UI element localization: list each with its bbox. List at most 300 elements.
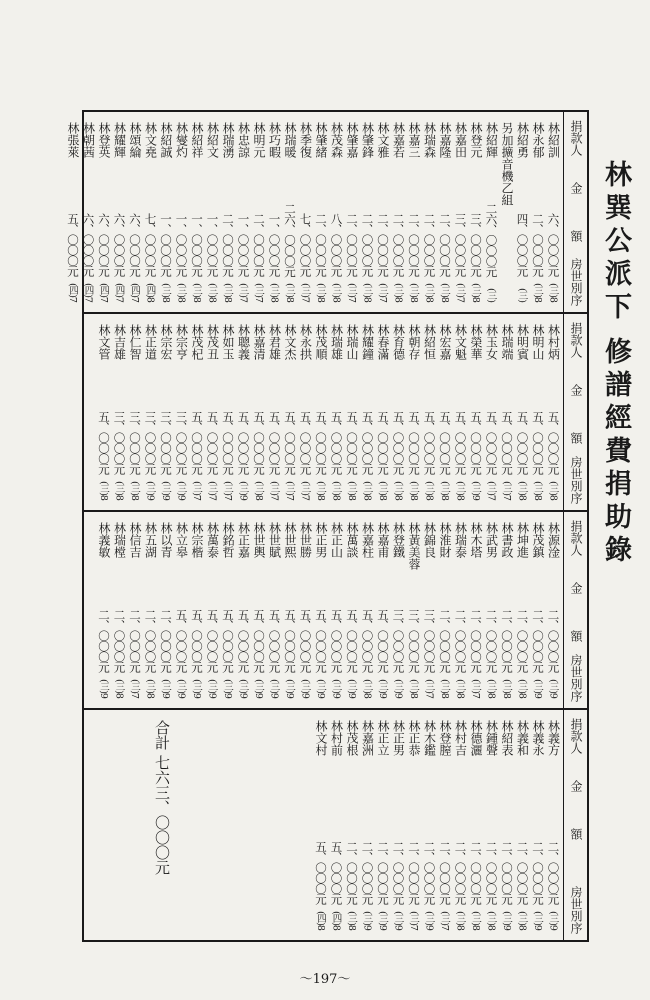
title-part2: 修譜經費捐助錄 <box>600 337 631 568</box>
column-header <box>563 314 587 510</box>
donation-amount: 二、〇〇〇元 <box>453 609 468 672</box>
donor-entry <box>484 320 500 504</box>
lineage-code: (三)7 <box>439 911 450 930</box>
donor-entry <box>143 320 159 504</box>
lineage-code: (三)9 <box>160 481 171 500</box>
lineage-code: (三) <box>485 288 497 302</box>
donation-amount: 二、〇〇〇元 <box>252 213 266 276</box>
donor-entry <box>422 118 438 306</box>
donor-name: 林世賦 <box>267 522 282 558</box>
donation-amount: 二、〇〇〇元 <box>484 609 499 672</box>
donation-amount: 五、〇〇〇元 <box>360 411 375 474</box>
donor-name: 林文雅 <box>376 122 390 158</box>
donor-name: 林如玉 <box>221 324 235 360</box>
donation-amount: 二、〇〇〇元 <box>531 213 545 276</box>
donor-entry <box>422 716 438 934</box>
donation-amount: 五、〇〇〇元 <box>283 411 297 474</box>
donation-amount: 三、〇〇〇元 <box>453 213 468 276</box>
lineage-code: (三)9 <box>206 679 218 698</box>
lineage-code: (三)7 <box>485 481 497 500</box>
donation-amount: 一、〇〇〇元 <box>174 213 189 276</box>
donation-amount: 二、〇〇〇元 <box>469 609 483 672</box>
donation-amount: 五、〇〇〇元 <box>329 411 344 474</box>
donor-name: 林錦良 <box>422 522 437 558</box>
lineage-code: (三)8 <box>485 911 497 930</box>
donor-name: 林明元 <box>252 122 266 158</box>
lineage-code: (三)8 <box>361 481 373 500</box>
donation-amount: 三、〇〇〇元 <box>128 411 142 474</box>
donation-amount: 五、〇〇〇元 <box>515 411 530 474</box>
donor-name: 林肇鋒 <box>360 122 375 158</box>
donor-entry <box>515 518 531 702</box>
donor-entry <box>282 518 298 702</box>
donor-entry <box>453 320 469 504</box>
lineage-code: (三)9 <box>377 911 388 930</box>
donor-name: 林茂鎮 <box>531 522 545 558</box>
donor-columns <box>84 314 563 510</box>
donor-entry <box>453 118 469 306</box>
donation-amount: 五、〇〇〇元 <box>66 213 80 276</box>
donor-entry <box>236 118 252 306</box>
donation-amount: 五、〇〇〇元 <box>453 411 468 474</box>
donor-name: 林瑞暖 <box>283 122 297 158</box>
donor-entry <box>344 716 360 934</box>
lineage-code: (三)9 <box>361 911 373 930</box>
donor-name: 林立皋 <box>174 522 189 558</box>
donation-amount: 五、〇〇〇元 <box>376 609 390 672</box>
lineage-code: (三)8 <box>532 283 543 302</box>
total-amount: 七六三、〇〇〇元 <box>153 754 171 875</box>
donor-entry <box>499 518 515 702</box>
donor-entry <box>96 518 112 702</box>
donation-amount: 八、〇〇〇元 <box>329 213 344 276</box>
donation-amount: 二、〇〇〇元 <box>345 841 359 904</box>
donor-entry <box>515 320 531 504</box>
lineage-code: (三)8 <box>346 911 357 930</box>
donor-name: 林正男 <box>314 522 328 558</box>
header-amount-2: 額 <box>569 230 583 242</box>
donor-name: 林登鐵 <box>391 522 406 558</box>
donor-name: 林瑞山 <box>345 324 359 360</box>
donation-table <box>66 110 589 942</box>
donor-name: 林正男 <box>391 720 406 756</box>
donor-entry <box>329 118 345 306</box>
lineage-code: (三)9 <box>175 679 187 698</box>
donor-name: 林茂森 <box>329 122 344 158</box>
lineage-code: (三)8 <box>501 679 512 698</box>
donor-name: 林瑞森 <box>422 122 437 158</box>
lineage-code: (三)7 <box>268 481 280 500</box>
donor-name: 林文杰 <box>283 324 297 360</box>
table-band-2 <box>84 312 587 510</box>
lineage-code: (三)8 <box>129 481 140 500</box>
donor-entry <box>251 518 267 702</box>
lineage-code: (三)9 <box>392 911 404 930</box>
donation-amount: 二、〇〇〇元 <box>484 841 499 904</box>
lineage-code: (三)8 <box>547 481 559 500</box>
donor-name: 林明山 <box>531 324 545 360</box>
donation-amount: 五、〇〇〇元 <box>190 609 204 672</box>
donation-amount: 五、〇〇〇元 <box>174 609 189 672</box>
header-code: 房世別序 <box>569 654 583 702</box>
donor-name: 林茂丑 <box>205 324 220 360</box>
donation-amount: 一、〇〇〇元 <box>205 213 220 276</box>
donor-name: 林木塔 <box>469 522 483 558</box>
donor-entry <box>329 716 345 934</box>
lineage-code: (三)9 <box>547 679 559 698</box>
donor-name: 林宗宏 <box>159 324 173 360</box>
donor-name: 林紹誠 <box>159 122 173 158</box>
donor-name: 林正恭 <box>407 720 421 756</box>
lineage-code: (三)8 <box>330 283 342 302</box>
donation-amount: 一、〇〇〇元 <box>190 213 204 276</box>
lineage-code: (三)7 <box>222 481 233 500</box>
donor-name: 另加擴音機乙組 <box>500 122 514 206</box>
donor-entry <box>282 118 298 306</box>
donor-entry <box>344 518 360 702</box>
lineage-code: (三)7 <box>470 679 481 698</box>
donation-amount: 五、〇〇〇元 <box>314 411 328 474</box>
donor-name: 林紹文 <box>205 122 220 158</box>
lineage-code: (三)7 <box>299 481 311 500</box>
donation-amount: 五、〇〇〇元 <box>546 411 561 474</box>
donor-name: 林嘉清 <box>252 324 266 360</box>
donation-amount: 二、〇〇〇元 <box>360 841 375 904</box>
donor-entry <box>329 320 345 504</box>
donor-name: 林燮灼 <box>174 122 189 158</box>
donor-name: 林育德 <box>391 324 406 360</box>
donor-entry <box>437 518 453 702</box>
lineage-code: (三)9 <box>346 679 357 698</box>
donor-name: 林肇嘉 <box>345 122 359 158</box>
donor-entry <box>406 320 422 504</box>
donation-amount: 五、〇〇〇元 <box>329 841 344 904</box>
donor-name: 林登英 <box>97 122 111 158</box>
donor-entry <box>422 518 438 702</box>
lineage-code: (三)8 <box>392 481 404 500</box>
donation-amount: 二、〇〇〇元 <box>531 609 545 672</box>
donation-amount: 二、〇〇〇元 <box>221 213 235 276</box>
lineage-code: (三)8 <box>113 481 125 500</box>
header-code: 房世別序 <box>569 886 583 934</box>
lineage-code: (三)9 <box>547 911 559 930</box>
lineage-code: (三)9 <box>191 679 202 698</box>
donor-name: 林張萊 <box>66 122 80 158</box>
donation-amount: 五、〇〇〇元 <box>484 411 499 474</box>
donor-name: 林瑞湧 <box>221 122 235 158</box>
donation-amount: 五、〇〇〇元 <box>531 411 545 474</box>
donor-entry <box>96 118 112 306</box>
donor-entry <box>484 518 500 702</box>
document-title <box>593 160 637 568</box>
donation-amount: 二、〇〇〇元 <box>112 609 127 672</box>
donor-name: 林黃美蓉 <box>407 522 421 570</box>
donation-amount: 五、〇〇〇元 <box>329 609 344 672</box>
donor-entry <box>391 518 407 702</box>
donation-amount: 二、〇〇〇元 <box>531 841 545 904</box>
donation-amount: 三、〇〇〇元 <box>159 411 173 474</box>
donor-entry <box>267 118 283 306</box>
donor-entry <box>282 320 298 504</box>
donation-amount: 五、〇〇〇元 <box>376 411 390 474</box>
donor-entry <box>158 118 174 306</box>
donor-entry <box>391 320 407 504</box>
donor-entry <box>127 518 143 702</box>
lineage-code: (三)7 <box>377 283 388 302</box>
header-donor: 捐款人 <box>569 120 583 156</box>
lineage-code: (三)8 <box>175 283 187 302</box>
lineage-code: (三)8 <box>516 911 528 930</box>
donor-entry <box>360 320 376 504</box>
donor-entry <box>422 320 438 504</box>
donor-entry <box>499 716 515 934</box>
lineage-code: (三)9 <box>315 679 326 698</box>
donor-name: 林義敏 <box>97 522 111 558</box>
donor-name: 林村前 <box>329 720 344 756</box>
donor-name: 林宗楷 <box>190 522 204 558</box>
donor-entry <box>375 320 391 504</box>
lineage-code: (三)9 <box>470 481 481 500</box>
lineage-code: (三)9 <box>175 481 187 500</box>
donation-amount: 五、〇〇〇元 <box>283 609 297 672</box>
donation-amount: 三、〇〇〇元 <box>407 609 421 672</box>
donor-entry <box>112 320 128 504</box>
donation-amount: 五、〇〇〇元 <box>97 411 111 474</box>
lineage-code: (三)8 <box>222 283 233 302</box>
donor-entry <box>313 118 329 306</box>
donor-name: 林肇緒 <box>314 122 328 158</box>
donor-name: 林耀輝 <box>112 122 127 158</box>
donation-amount: 二、〇〇〇元 <box>128 609 142 672</box>
total-label: 合計 <box>153 720 171 750</box>
donor-name: 林正嘉 <box>236 522 251 558</box>
lineage-code: (四)7 <box>113 283 125 302</box>
donation-amount: 二、〇〇〇元 <box>143 609 158 672</box>
donor-name: 林嘉洲 <box>360 720 375 756</box>
donation-amount: 二、〇〇〇元 <box>500 841 514 904</box>
donor-entry <box>344 320 360 504</box>
donor-entry <box>236 518 252 702</box>
donor-name: 林世熙 <box>283 522 297 558</box>
donation-amount: 三、〇〇〇元 <box>174 411 189 474</box>
donor-name: 林淮財 <box>438 522 452 558</box>
donor-name: 林嘉甫 <box>376 522 390 558</box>
donation-amount: 二、〇〇〇元 <box>407 841 421 904</box>
donor-entry <box>189 320 205 504</box>
donation-amount: 五、〇〇〇元 <box>221 609 235 672</box>
donor-name: 林源淦 <box>546 522 561 558</box>
lineage-code: (三)8 <box>439 481 450 500</box>
donation-amount: 二、〇〇〇元 <box>438 841 452 904</box>
donor-name: 林春滿 <box>376 324 390 360</box>
donor-entry <box>112 118 128 306</box>
donor-entry <box>65 118 81 306</box>
donation-amount: 五、〇〇〇元 <box>221 411 235 474</box>
donation-amount: 五、〇〇〇元 <box>422 411 437 474</box>
donor-entry <box>174 320 190 504</box>
header-amount-1: 金 <box>569 582 583 594</box>
donation-amount: 五、〇〇〇元 <box>236 411 251 474</box>
donor-entry <box>143 518 159 702</box>
donor-name: 林正立 <box>376 720 390 756</box>
page-number: 〜197〜 <box>299 972 351 987</box>
lineage-code: (三)8 <box>315 481 326 500</box>
donor-name: 林紹輝 <box>484 122 499 158</box>
donor-entry <box>530 716 546 934</box>
donor-entry <box>391 118 407 306</box>
lineage-code: (四)8 <box>144 283 156 302</box>
donor-name: 林聰義 <box>236 324 251 360</box>
donation-amount: 二六、〇〇〇元 <box>283 202 297 276</box>
donation-amount: 二、〇〇〇元 <box>314 213 328 276</box>
donor-name: 林紹祥 <box>190 122 204 158</box>
header-amount-2: 額 <box>569 630 583 642</box>
lineage-code: (三)8 <box>516 679 528 698</box>
donor-name: 林萬泰 <box>205 522 220 558</box>
lineage-code: (三)8 <box>113 679 125 698</box>
lineage-code: (三)9 <box>144 481 156 500</box>
donor-name: 林銘哲 <box>221 522 235 558</box>
donation-amount: 二、〇〇〇元 <box>97 609 111 672</box>
donor-name: 林耀鐘 <box>360 324 375 360</box>
table-band-3 <box>84 510 587 708</box>
title-part1: 林巽公派下 <box>600 160 631 325</box>
lineage-code: (三)7 <box>191 481 202 500</box>
donor-entry <box>313 518 329 702</box>
column-header <box>563 112 587 312</box>
lineage-code: (三)7 <box>501 481 512 500</box>
donation-amount: 一、〇〇〇元 <box>267 213 282 276</box>
lineage-code: (三)7 <box>454 283 466 302</box>
donor-name: 林嘉若 <box>391 122 406 158</box>
donor-name: 林宗亨 <box>174 324 189 360</box>
donor-name: 林正道 <box>143 324 158 360</box>
donor-name: 林宏嘉 <box>438 324 452 360</box>
donor-entry <box>158 518 174 702</box>
donor-entry <box>360 118 376 306</box>
lineage-code: (三)8 <box>408 481 419 500</box>
donor-entry <box>437 716 453 934</box>
lineage-code: (三)9 <box>98 679 109 698</box>
donation-amount: 二、〇〇〇元 <box>500 609 514 672</box>
header-donor: 捐款人 <box>569 520 583 556</box>
donor-name: 林登膣 <box>438 720 452 756</box>
donor-name: 林德灑 <box>469 720 483 756</box>
donor-entry <box>205 118 221 306</box>
donor-entry <box>437 320 453 504</box>
donor-entry <box>530 518 546 702</box>
lineage-code: (四)7 <box>129 283 140 302</box>
donation-amount: 五、〇〇〇元 <box>298 411 313 474</box>
donation-amount: 二、〇〇〇元 <box>345 213 359 276</box>
donation-amount: 五、〇〇〇元 <box>469 411 483 474</box>
donation-amount: 五、〇〇〇元 <box>500 411 514 474</box>
donor-name: 林嘉三 <box>407 122 421 158</box>
donor-entry <box>515 118 531 306</box>
lineage-code: (三)9 <box>532 911 543 930</box>
donor-entry <box>96 320 112 504</box>
lineage-code: (三)8 <box>454 679 466 698</box>
lineage-code: (三)7 <box>299 283 311 302</box>
donor-name: 林書政 <box>500 522 514 558</box>
donation-amount: 五、〇〇〇元 <box>190 411 204 474</box>
lineage-code: (三)9 <box>299 679 311 698</box>
donor-entry <box>158 320 174 504</box>
donor-entry <box>546 320 562 504</box>
donor-name: 林信吉 <box>128 522 142 558</box>
donor-entry <box>329 518 345 702</box>
lineage-code: (三)8 <box>144 679 156 698</box>
donation-amount: 二六、〇〇〇元 <box>484 202 499 276</box>
donation-amount: 六、〇〇〇元 <box>97 213 111 276</box>
donor-entry <box>468 118 484 306</box>
donor-name: 林文堯 <box>143 122 158 158</box>
donor-entry <box>174 118 190 306</box>
donor-entry <box>453 716 469 934</box>
lineage-code: (三)8 <box>439 679 450 698</box>
donation-amount: 一、〇〇〇元 <box>159 213 173 276</box>
lineage-code: (三)8 <box>160 283 171 302</box>
donor-name: 林玉女 <box>484 324 499 360</box>
donation-amount: 二、〇〇〇元 <box>453 841 468 904</box>
donation-amount: 二、〇〇〇元 <box>360 213 375 276</box>
donor-entry <box>375 716 391 934</box>
lineage-code: (三)9 <box>532 679 543 698</box>
donor-name: 林文村 <box>314 720 328 756</box>
header-amount-2: 額 <box>569 432 583 444</box>
lineage-code: (三)8 <box>361 283 373 302</box>
lineage-code: (三)7 <box>346 283 357 302</box>
donation-amount: 六、〇〇〇元 <box>546 213 561 276</box>
donation-amount: 六、〇〇〇元 <box>128 213 142 276</box>
donation-amount: 三、〇〇〇元 <box>143 411 158 474</box>
lineage-code: (三)8 <box>346 481 357 500</box>
donor-entry <box>530 320 546 504</box>
donation-amount: 一、〇〇〇元 <box>236 213 251 276</box>
donor-name: 林世勝 <box>298 522 313 558</box>
lineage-code: (三)8 <box>191 283 202 302</box>
donation-amount: 二、〇〇〇元 <box>159 609 173 672</box>
donation-amount: 五、〇〇〇元 <box>345 609 359 672</box>
donation-amount: 六、〇〇〇元 <box>81 213 96 276</box>
lineage-code: (三)8 <box>408 679 419 698</box>
lineage-code: (三)8 <box>315 283 326 302</box>
donor-entry <box>391 716 407 934</box>
lineage-code: (三)8 <box>408 283 419 302</box>
donor-name: 林瑞泰 <box>453 522 468 558</box>
lineage-code: (三)9 <box>330 679 342 698</box>
donation-amount: 五、〇〇〇元 <box>360 609 375 672</box>
donor-entry <box>344 118 360 306</box>
donor-columns <box>66 112 563 312</box>
donation-amount: 七、〇〇〇元 <box>298 213 313 276</box>
lineage-code: (四)7 <box>82 283 94 302</box>
donation-amount: 二、〇〇〇元 <box>438 213 452 276</box>
donation-amount: 五、〇〇〇元 <box>252 609 266 672</box>
donor-name: 林文魁 <box>453 324 468 360</box>
donor-name: 林朝存 <box>407 324 421 360</box>
donor-name: 林永郁 <box>531 122 545 158</box>
donation-amount: 五、〇〇〇元 <box>267 411 282 474</box>
lineage-code: (三)7 <box>423 679 435 698</box>
donor-name: 林萬談 <box>345 522 359 558</box>
donation-amount: 二、〇〇〇元 <box>546 609 561 672</box>
donor-name: 林頌綸 <box>128 122 142 158</box>
donation-amount: 二、〇〇〇元 <box>376 213 390 276</box>
donor-entry <box>298 320 314 504</box>
donation-amount: 三、〇〇〇元 <box>112 411 127 474</box>
donor-name: 林茂根 <box>345 720 359 756</box>
